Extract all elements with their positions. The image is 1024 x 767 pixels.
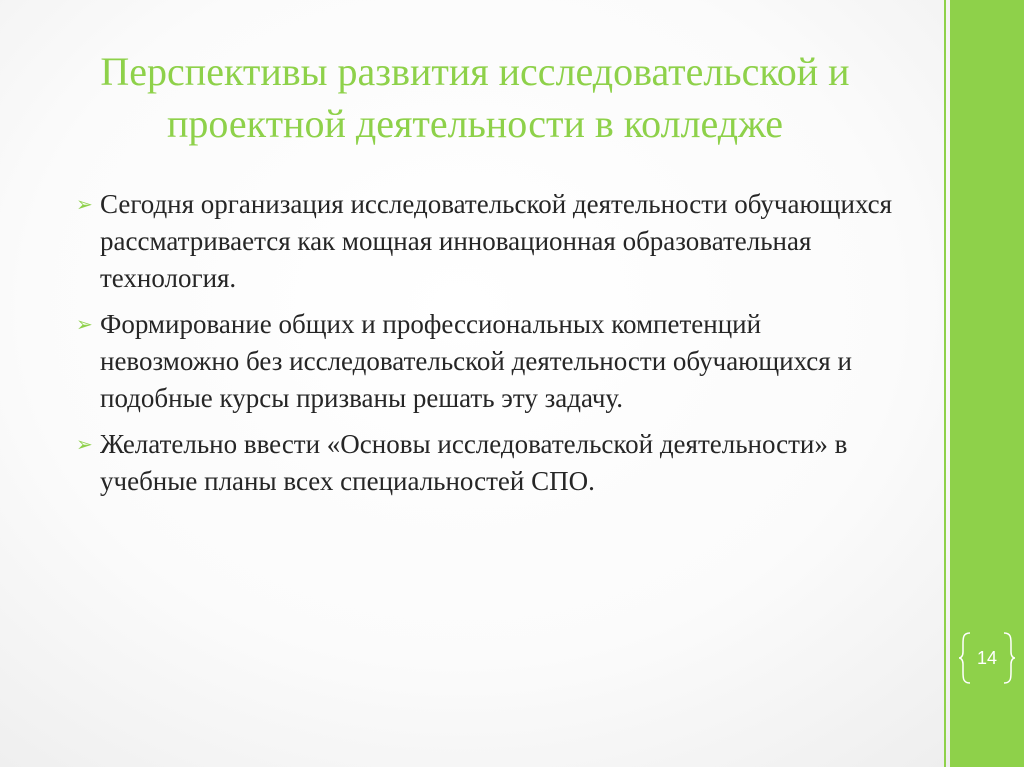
arrowhead-bullet-icon: ➢ [76,192,93,216]
accent-divider-line [944,0,946,767]
page-number: 14 [976,648,998,668]
arrowhead-bullet-icon: ➢ [76,432,93,456]
arrowhead-bullet-icon: ➢ [76,312,93,336]
bullet-text: Сегодня организация исследовательской деятельности обучающихся рассматривается как мощная инновационная образовательная технология. [100,189,893,293]
bullet-list [74,186,894,509]
bullet-text: Желательно ввести «Основы исследовательской деятельности» в учебные планы всех специальностей СПО. [100,429,848,496]
bullet-text: Формирование общих и профессиональных компетенций невозможно без исследовательской деятельности обучающихся и подобные курсы призваны решать эту задачу. [100,309,852,413]
page-number-badge [958,630,1016,686]
bullet-item [74,306,894,417]
slide-title: Перспективы развития исследовательской и проектной деятельности в колледже [100,49,850,146]
bullet-item [74,426,894,500]
bullet-item [74,186,894,297]
